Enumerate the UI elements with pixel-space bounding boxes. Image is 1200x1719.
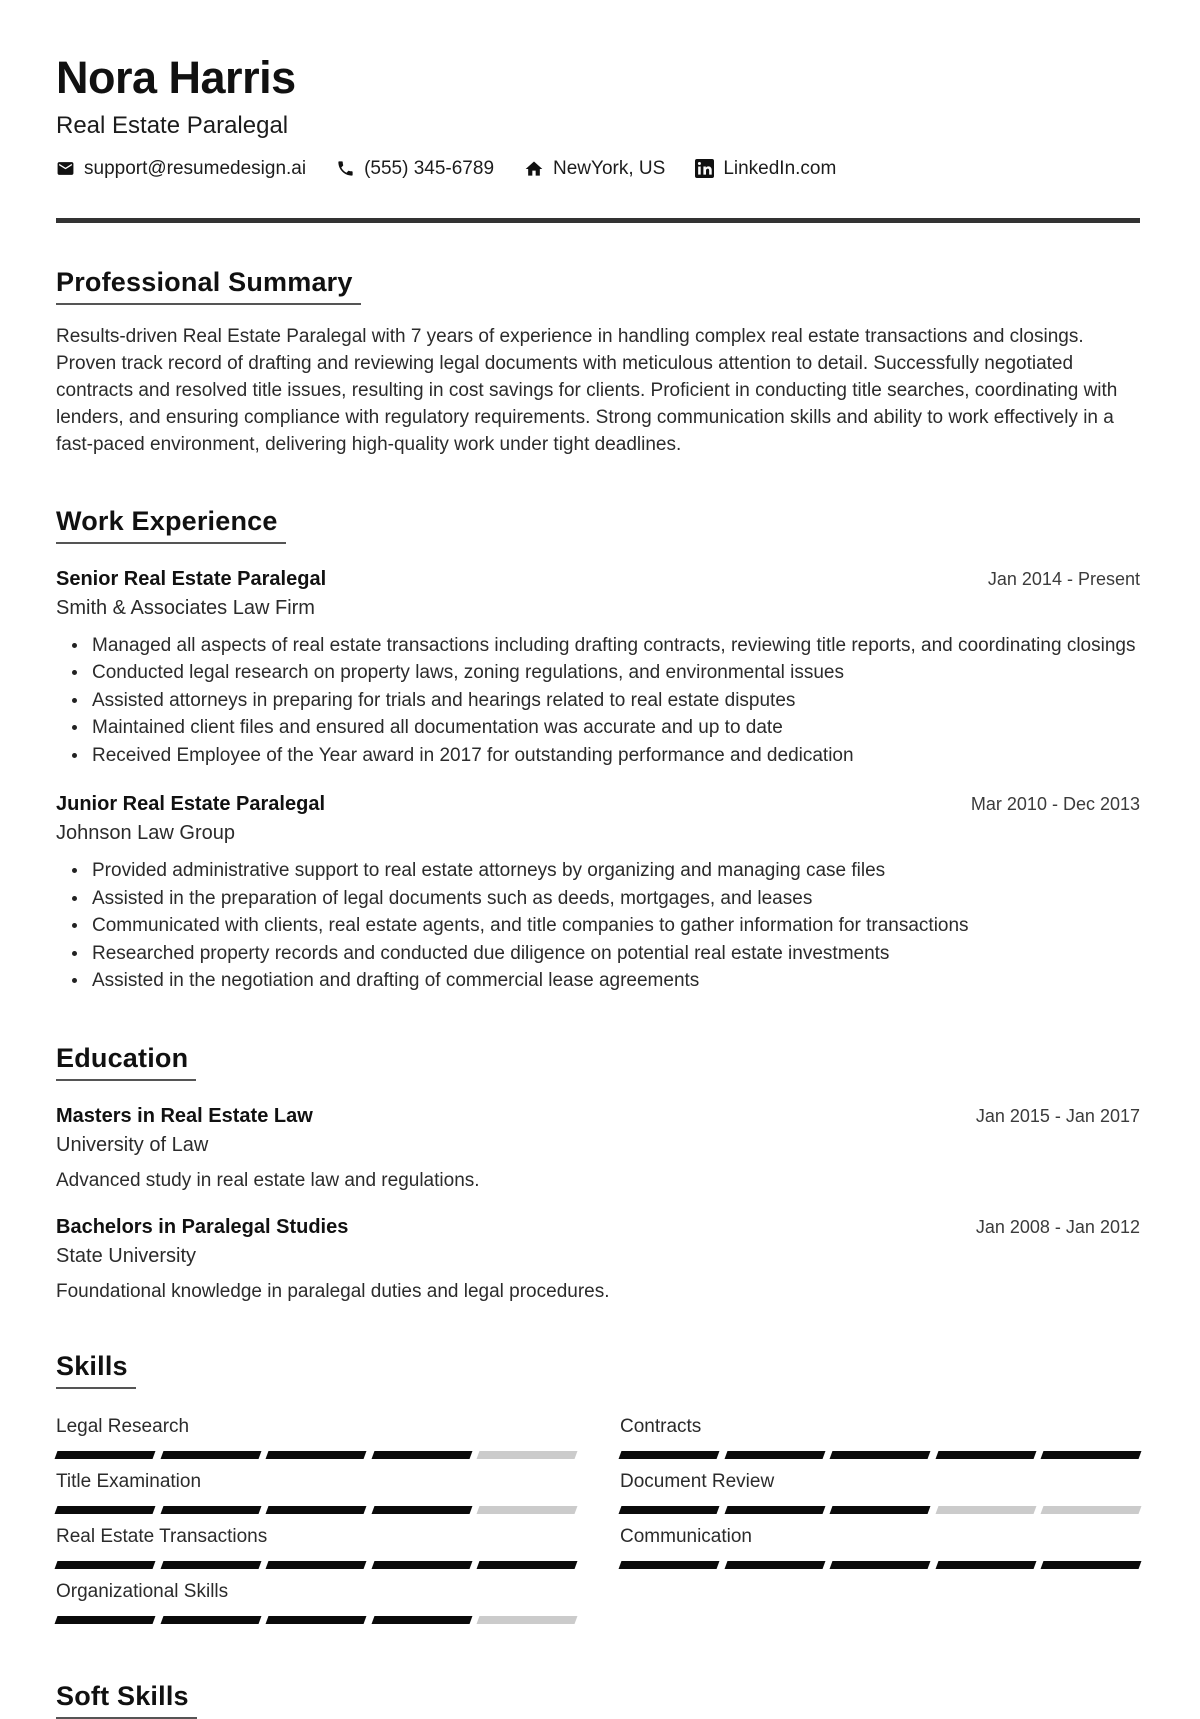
job-entry-title: Senior Real Estate Paralegal [56, 567, 327, 590]
skill-level-segment [830, 1506, 931, 1514]
job-list [56, 568, 1140, 995]
job-bullet: Assisted in the preparation of legal documents such as deeds, mortgages, and leases [56, 885, 1140, 913]
education-degree: Masters in Real Estate Law [56, 1104, 313, 1127]
section-work-experience [56, 506, 1140, 995]
job-entry [56, 568, 1140, 770]
education-degree: Bachelors in Paralegal Studies [56, 1215, 349, 1238]
skill-item [56, 1523, 576, 1569]
skill-level-segment [1041, 1561, 1142, 1569]
skill-level-segment [266, 1616, 367, 1624]
contact-location-text: NewYork, US [553, 157, 666, 179]
skill-level-segment [160, 1561, 261, 1569]
job-title-row [56, 568, 1140, 591]
job-entry-title: Junior Real Estate Paralegal [56, 793, 326, 816]
job-bullet: Assisted in the negotiation and drafting of commercial lease agreements [56, 967, 1140, 995]
skill-level-segment [266, 1561, 367, 1569]
section-soft-skills [56, 1681, 1140, 1719]
skill-level-segment [55, 1451, 156, 1459]
skill-item [620, 1468, 1140, 1514]
linkedin-icon [695, 159, 714, 178]
job-bullet-list [56, 857, 1140, 995]
skill-level-segment [55, 1506, 156, 1514]
resume-header [56, 52, 1140, 223]
skill-item [56, 1413, 576, 1459]
job-bullet-list [56, 632, 1140, 770]
skill-level-segment [371, 1561, 472, 1569]
job-bullet: Provided administrative support to real estate attorneys by organizing and managing case files [56, 857, 1140, 885]
skill-level-bar [620, 1506, 1140, 1514]
skill-level-segment [830, 1451, 931, 1459]
skill-level-segment [160, 1451, 261, 1459]
education-dates: Jan 2008 - Jan 2012 [975, 1216, 1140, 1237]
skill-item [56, 1468, 576, 1514]
skill-level-segment [1041, 1506, 1142, 1514]
skill-level-segment [477, 1616, 578, 1624]
skill-item [620, 1413, 1140, 1459]
summary-text: Results-driven Real Estate Paralegal with 7 years of experience in handling complex real estate transactions and closings. Proven track record of drafting and reviewing legal documents with meticulous attention to detail. Successfully negotiated contracts and resolved title issues, resulting in cost savings for clients. Proficient in conducting title searches, coordinating with lenders, and ensuring compliance with regulatory requirements. Strong communication skills and ability to work effectively in a fast-paced environment, delivering high-quality work under tight deadlines. [56, 325, 1118, 455]
skill-level-bar [56, 1616, 576, 1624]
skill-level-segment [477, 1506, 578, 1514]
contact-phone-text: (555) 345-6789 [364, 157, 495, 179]
skill-level-bar [620, 1561, 1140, 1569]
summary-heading: Professional Summary [56, 267, 361, 305]
skill-level-segment [830, 1561, 931, 1569]
section-skills [56, 1351, 1140, 1633]
education-title-row [56, 1105, 1140, 1128]
skill-level-segment [266, 1506, 367, 1514]
education-title-row [56, 1216, 1140, 1239]
education-entry [56, 1216, 1140, 1303]
skill-label: Document Review [620, 1470, 775, 1492]
skill-level-bar [620, 1451, 1140, 1459]
home-icon [524, 159, 544, 179]
job-entry-company: Smith & Associates Law Firm [56, 596, 315, 619]
skill-level-segment [1041, 1451, 1142, 1459]
skill-level-bar [56, 1506, 576, 1514]
skills-heading: Skills [56, 1351, 136, 1389]
section-summary [56, 267, 1140, 458]
email-icon [56, 159, 75, 178]
skill-level-segment [477, 1561, 578, 1569]
skill-label: Contracts [620, 1415, 702, 1437]
contact-email [56, 158, 306, 180]
job-bullet: Communicated with clients, real estate agents, and title companies to gather information for transactions [56, 912, 1140, 940]
job-entry [56, 793, 1140, 995]
skill-level-segment [160, 1506, 261, 1514]
skill-item [620, 1523, 1140, 1569]
skill-label: Legal Research [56, 1415, 190, 1437]
skill-level-segment [266, 1451, 367, 1459]
skill-level-segment [55, 1616, 156, 1624]
skill-level-segment [477, 1451, 578, 1459]
skill-item [56, 1578, 576, 1624]
contact-email-text: support@resumedesign.ai [84, 157, 307, 179]
phone-icon [336, 159, 355, 178]
contact-phone [336, 158, 494, 180]
skill-label: Title Examination [56, 1470, 202, 1492]
job-bullet: Maintained client files and ensured all documentation was accurate and up to date [56, 714, 1140, 742]
skill-label: Communication [620, 1525, 752, 1547]
education-entry [56, 1105, 1140, 1192]
contact-location [524, 158, 665, 180]
skill-level-segment [619, 1561, 720, 1569]
skill-level-segment [724, 1451, 825, 1459]
skill-level-segment [619, 1506, 720, 1514]
education-heading: Education [56, 1043, 196, 1081]
education-school: State University [56, 1244, 197, 1267]
candidate-job-title: Real Estate Paralegal [56, 111, 289, 139]
skill-level-segment [371, 1506, 472, 1514]
skill-level-segment [935, 1561, 1036, 1569]
skill-label: Real Estate Transactions [56, 1525, 268, 1547]
header-divider [56, 218, 1140, 223]
skills-grid [56, 1413, 1140, 1633]
job-bullet: Received Employee of the Year award in 2017 for outstanding performance and dedication [56, 742, 1140, 770]
skill-level-segment [724, 1561, 825, 1569]
skill-level-segment [371, 1616, 472, 1624]
job-entry-dates: Jan 2014 - Present [987, 568, 1140, 589]
work-experience-heading: Work Experience [56, 506, 286, 544]
education-description: Advanced study in real estate law and regulations. [56, 1169, 480, 1191]
skill-level-bar [56, 1561, 576, 1569]
skill-level-bar [56, 1451, 576, 1459]
education-list [56, 1105, 1140, 1303]
skill-level-segment [55, 1561, 156, 1569]
contact-linkedin-text: LinkedIn.com [723, 157, 837, 179]
job-bullet: Conducted legal research on property laws, zoning regulations, and environmental issues [56, 659, 1140, 687]
job-entry-dates: Mar 2010 - Dec 2013 [970, 794, 1140, 815]
contact-row [56, 158, 1140, 180]
skill-level-segment [371, 1451, 472, 1459]
soft-skills-heading: Soft Skills [56, 1681, 197, 1719]
education-dates: Jan 2015 - Jan 2017 [975, 1105, 1140, 1126]
contact-linkedin [695, 158, 836, 180]
skill-level-segment [619, 1451, 720, 1459]
skill-level-segment [724, 1506, 825, 1514]
skill-level-segment [160, 1616, 261, 1624]
section-education [56, 1043, 1140, 1303]
education-description: Foundational knowledge in paralegal duties and legal procedures. [56, 1280, 610, 1302]
skill-label: Organizational Skills [56, 1580, 229, 1602]
skill-level-segment [935, 1451, 1036, 1459]
job-bullet: Researched property records and conducted due diligence on potential real estate investments [56, 940, 1140, 968]
job-title-row [56, 793, 1140, 816]
skill-level-segment [935, 1506, 1036, 1514]
candidate-name: Nora Harris [56, 52, 296, 103]
education-school: University of Law [56, 1133, 209, 1156]
job-bullet: Assisted attorneys in preparing for trials and hearings related to real estate disputes [56, 687, 1140, 715]
job-bullet: Managed all aspects of real estate transactions including drafting contracts, reviewing title reports, and coordinating closings [56, 632, 1140, 660]
job-entry-company: Johnson Law Group [56, 822, 236, 845]
